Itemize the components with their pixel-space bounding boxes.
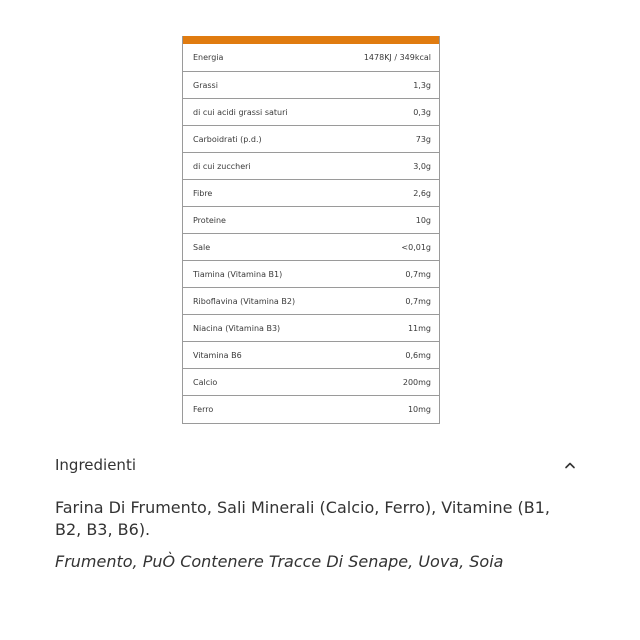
nutrition-rows xyxy=(183,44,439,423)
nutrient-value: 1,3g xyxy=(413,80,431,90)
nutrition-row xyxy=(183,44,439,72)
nutrient-value: <0,01g xyxy=(401,242,431,252)
nutrition-row xyxy=(183,207,439,234)
nutrient-label: Sale xyxy=(193,242,211,252)
nutrient-value: 0,7mg xyxy=(405,296,431,306)
nutrient-value: 200mg xyxy=(402,377,431,387)
nutrient-value: 11mg xyxy=(407,323,431,333)
ingredients-text: Farina Di Frumento, Sali Minerali (Calcio, Ferro), Vitamine (B1, B2, B3, B6). xyxy=(55,498,551,539)
nutrient-label: Carboidrati (p.d.) xyxy=(193,134,262,144)
nutrient-value: 73g xyxy=(415,134,431,144)
nutrient-label: Proteine xyxy=(193,215,226,225)
nutrition-row xyxy=(183,288,439,315)
nutrition-row xyxy=(183,261,439,288)
nutrient-value: 1478KJ / 349kcal xyxy=(363,53,431,62)
nutrient-label: Calcio xyxy=(193,377,218,387)
ingredients-accordion-header[interactable] xyxy=(55,450,577,480)
nutrition-row xyxy=(183,396,439,423)
nutrition-table-accent-bar xyxy=(183,36,439,44)
nutrition-row xyxy=(183,153,439,180)
nutrient-value: 10g xyxy=(415,215,431,225)
nutrient-label: Fibre xyxy=(193,188,213,198)
nutrition-row xyxy=(183,126,439,153)
nutrient-value: 0,3g xyxy=(413,107,431,117)
nutrient-value: 10mg xyxy=(407,405,431,414)
allergen-text: Frumento, PuÒ Contenere Tracce Di Senape, Uova, Soia xyxy=(55,552,504,571)
nutrient-value: 0,6mg xyxy=(405,350,431,360)
nutrient-label: Riboflavina (Vitamina B2) xyxy=(193,296,296,306)
nutrition-row xyxy=(183,99,439,126)
nutrient-value: 3,0g xyxy=(413,161,431,171)
nutrient-value: 0,7mg xyxy=(405,269,431,279)
nutrient-label: Ferro xyxy=(193,405,214,414)
nutrient-label: Energia xyxy=(193,53,224,62)
nutrition-row xyxy=(183,180,439,207)
nutrient-label: di cui acidi grassi saturi xyxy=(193,107,288,117)
nutrient-label: Niacina (Vitamina B3) xyxy=(193,323,281,333)
nutrition-table xyxy=(182,36,440,424)
nutrient-value: 2,6g xyxy=(413,188,431,198)
chevron-up-icon[interactable] xyxy=(563,458,577,472)
nutrition-row xyxy=(183,72,439,99)
nutrient-label: Vitamina B6 xyxy=(193,350,242,360)
nutrition-row xyxy=(183,315,439,342)
nutrition-row xyxy=(183,234,439,261)
nutrition-row xyxy=(183,369,439,396)
nutrient-label: Grassi xyxy=(193,80,218,90)
nutrient-label: di cui zuccheri xyxy=(193,161,251,171)
nutrient-label: Tiamina (Vitamina B1) xyxy=(193,269,283,279)
ingredients-title: Ingredienti xyxy=(55,456,136,474)
nutrition-row xyxy=(183,342,439,369)
